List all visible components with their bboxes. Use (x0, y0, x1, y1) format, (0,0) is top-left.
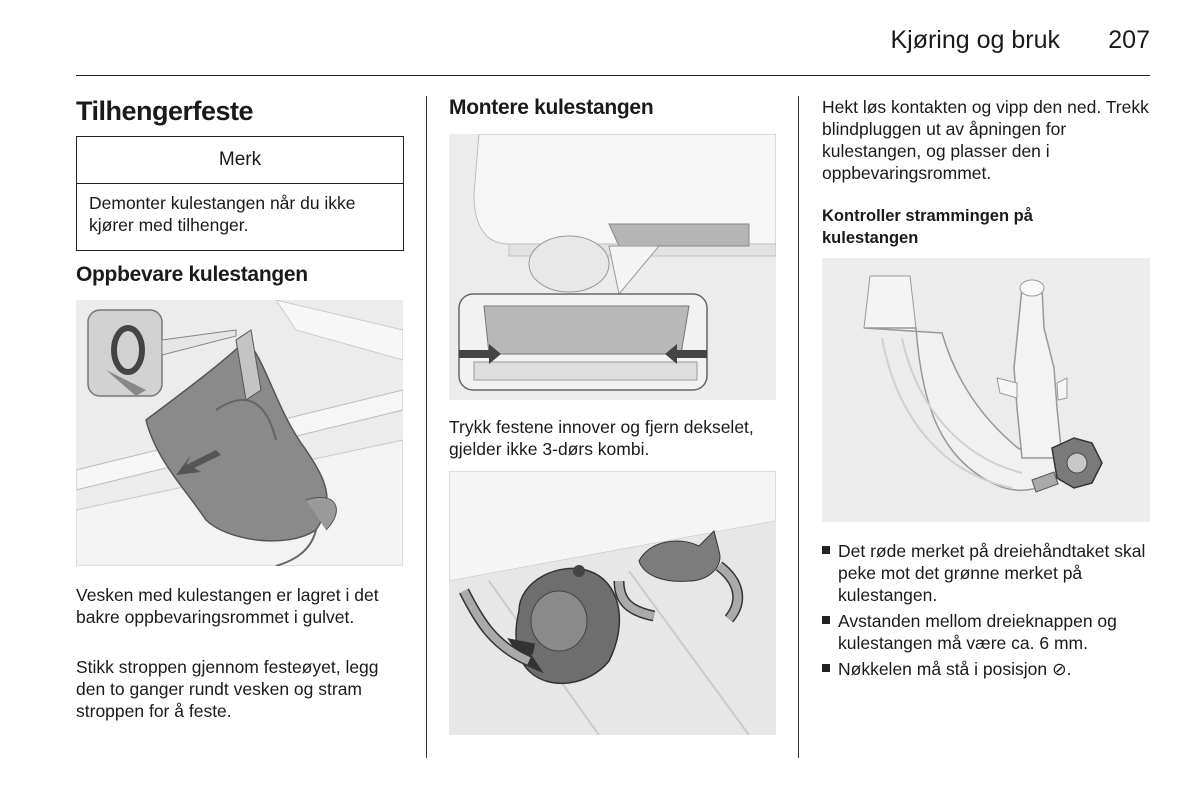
mount-caption: Trykk festene innover og fjern dekselet, gjelder ikke 3-dørs kombi. (449, 417, 754, 459)
storage-figure-svg (76, 300, 403, 566)
note-title: Merk (77, 137, 403, 184)
connector-figure-svg (449, 471, 776, 735)
column-divider-2 (798, 96, 799, 758)
storage-illustration (76, 300, 403, 566)
bullet-marker (822, 546, 830, 554)
ball-bar-illustration (822, 258, 1150, 522)
storage-paragraph-2: Stikk stroppen gjennom festeøyet, legg den to ganger rundt vesken og stram stroppen for å feste. (76, 657, 379, 721)
bullet-list (822, 540, 1152, 680)
column-divider-1 (426, 96, 427, 758)
check-tension-heading: Kontroller strammingen på kulestangen (822, 207, 1033, 247)
mount-heading: Montere kulestangen (449, 96, 654, 119)
bullet-text: Avstanden mellom dreieknappen og kulestangen må være ca. 6 mm. (838, 611, 1117, 653)
right-intro: Hekt løs kontakten og vipp den ned. Trekk blindpluggen ut av åpningen for kulestangen, og plasser den i oppbevaringsrommet. (822, 97, 1149, 183)
storage-heading: Oppbevare kulestangen (76, 263, 308, 286)
bumper-figure-svg (449, 134, 776, 400)
key-position-icon: ⊘ (1052, 659, 1067, 679)
section-title: Kjøring og bruk (890, 26, 1060, 54)
page-number: 207 (1108, 26, 1150, 54)
bullet-marker (822, 616, 830, 624)
bullet-item (822, 540, 1152, 606)
bullet-item (822, 610, 1152, 654)
bullet-text: Nøkkelen må stå i posisjon (838, 659, 1048, 679)
header-divider (76, 75, 1150, 76)
note-box (76, 136, 404, 251)
connector-illustration (449, 471, 776, 735)
bullet-marker (822, 664, 830, 672)
bumper-cover-illustration (449, 134, 776, 400)
bullet-item: Nøkkelen må stå i posisjon ⊘. (822, 658, 1152, 680)
storage-paragraph-1: Vesken med kulestangen er lagret i det bakre oppbevaringsrommet i gulvet. (76, 585, 379, 627)
page-heading: Tilhengerfeste (76, 96, 254, 126)
bullet-text: Det røde merket på dreiehåndtaket skal peke mot det grønne merket på kulestangen. (838, 541, 1146, 605)
ball-bar-figure-svg (822, 258, 1150, 522)
note-text: Demonter kulestangen når du ikke kjører med tilhenger. (89, 193, 356, 235)
